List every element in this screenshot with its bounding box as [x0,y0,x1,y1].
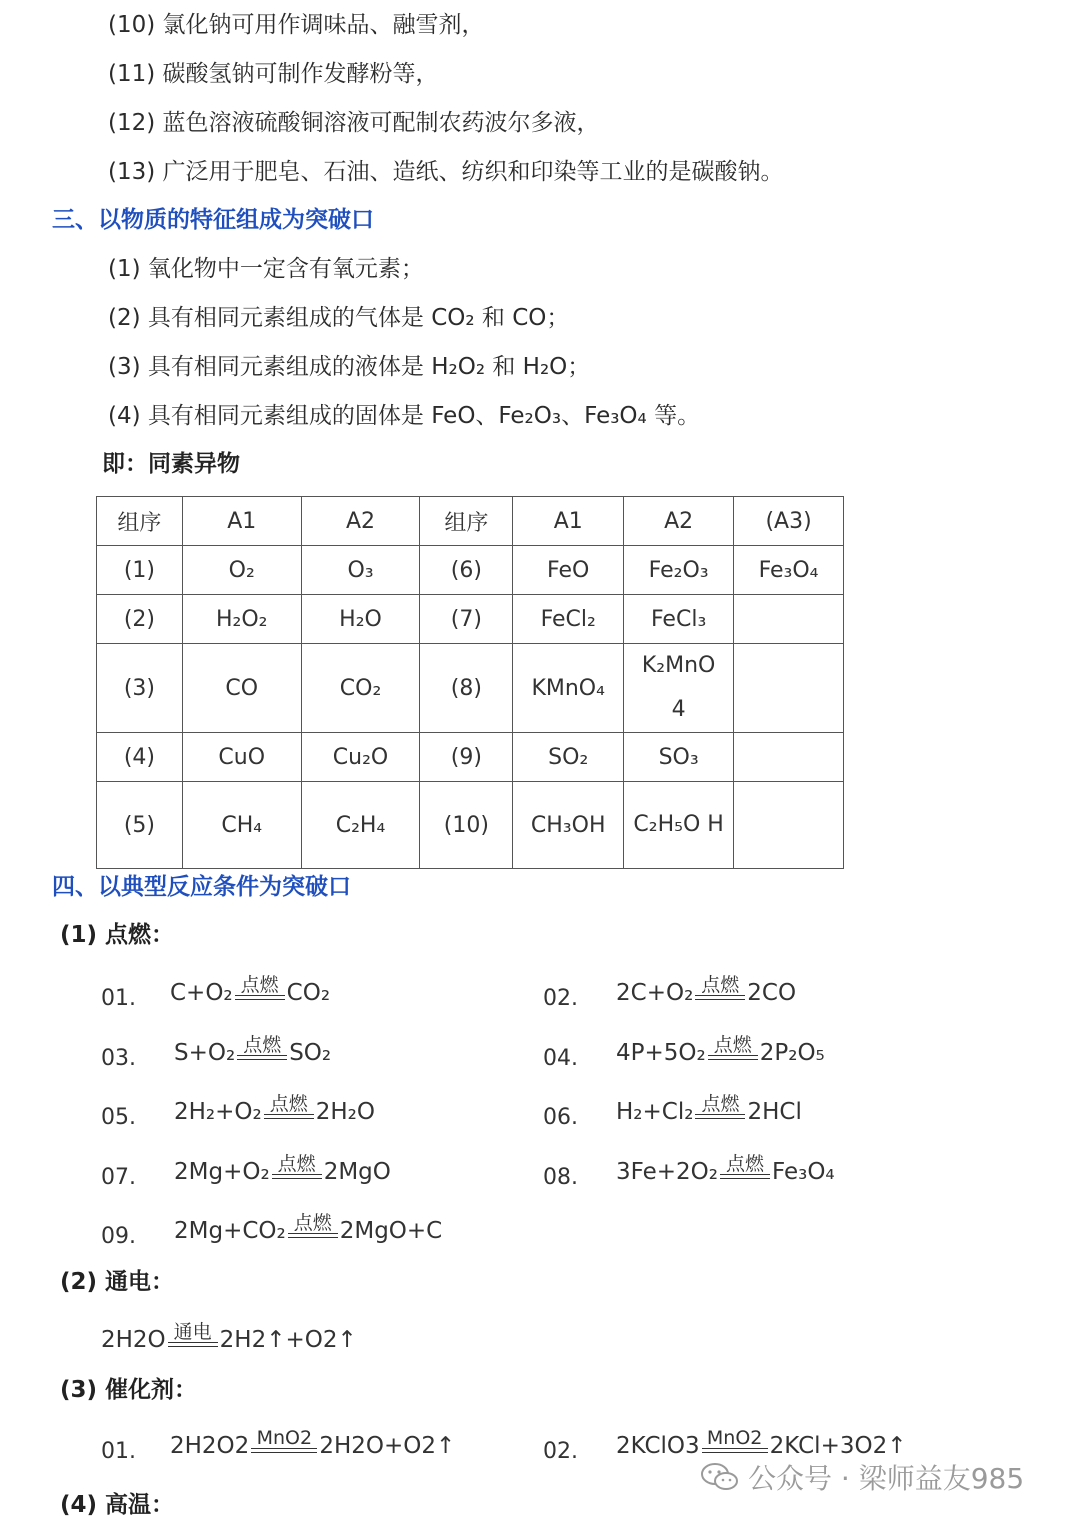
table-cell: (3) [97,644,183,733]
table-cell: (7) [420,595,513,644]
table-header-cell: A2 [624,497,734,546]
equals-sign [235,995,285,1000]
table-cell: (10) [420,782,513,869]
table-row [97,782,844,869]
condition-text: 点燃 [240,974,279,996]
use-item-12: (12) 蓝色溶液硫酸铜溶液可配制农药波尔多液， [108,110,600,136]
equals-sign [288,1233,338,1238]
condition-text: 点燃 [713,1034,752,1056]
table-header-cell: 组序 [420,497,513,546]
eq-number: 02. [543,986,578,1011]
table-cell: CH₃OH [513,782,624,869]
condition-text: 点燃 [725,1153,764,1175]
table-cell: CO [182,644,301,733]
table-cell: SO₃ [624,733,734,782]
reaction-condition [251,1428,317,1453]
reaction-condition [720,1154,770,1179]
equation [170,1427,456,1459]
eq-number: 05. [101,1105,136,1130]
use-item-10: (10) 氯化钠可用作调味品、融雪剂， [108,12,485,38]
eq-reactants: 3Fe+2O₂ [616,1159,718,1185]
table-cell: FeCl₂ [513,595,624,644]
eq-products: 2CO [747,980,797,1006]
subsection-electrolysis: (2) 通电： [60,1269,175,1295]
eq-products: CO₂ [286,980,331,1006]
table-header-cell: A1 [182,497,301,546]
condition-text: 通电 [173,1321,212,1343]
table-cell: Fe₃O₄ [734,546,844,595]
eq-products: 2H₂O [315,1099,376,1125]
eq-reactants: C+O₂ [170,980,233,1006]
equals-sign [708,1055,758,1060]
condition-text: 点燃 [701,974,740,996]
table-cell: FeCl₃ [624,595,734,644]
eq-number: 08. [543,1165,578,1190]
table-row [97,546,844,595]
table-cell: CO₂ [301,644,420,733]
table-cell: CuO [182,733,301,782]
use-item-11: (11) 碳酸氢钠可制作发酵粉等， [108,61,439,87]
table-cell [624,644,734,733]
equals-sign [168,1342,218,1347]
reaction-condition [168,1322,218,1347]
subsection-high-temp: (4) 高温： [60,1492,175,1518]
table-header-row [97,497,844,546]
table-header-cell: A1 [513,497,624,546]
table-row [97,595,844,644]
equals-sign [264,1114,314,1119]
eq-reactants: S+O₂ [174,1040,236,1066]
eq-reactants: 2H2O [101,1327,166,1353]
table-cell: SO₂ [513,733,624,782]
equation [616,1093,802,1125]
eq-number: 03. [101,1046,136,1071]
table-cell: H₂O [301,595,420,644]
section3-item-3: (3) 具有相同元素组成的液体是 H₂O₂ 和 H₂O； [108,354,591,380]
eq-products: 2P₂O₅ [759,1040,825,1066]
table-cell: (4) [97,733,183,782]
eq-products: SO₂ [289,1040,332,1066]
equals-sign [720,1174,770,1179]
reaction-condition [237,1035,287,1060]
table-caption: 即：同素异物 [102,451,240,477]
table-cell: Fe₂O₃ [624,546,734,595]
eq-number: 07. [101,1165,136,1190]
condition-text: 点燃 [277,1153,316,1175]
eq-products: 2KCl+3O2↑ [769,1433,907,1459]
table-cell [624,782,734,869]
table-cell: O₃ [301,546,420,595]
reaction-condition [708,1035,758,1060]
table-cell: (1) [97,546,183,595]
equation [616,1427,907,1459]
table-cell: (8) [420,644,513,733]
equals-sign [695,995,745,1000]
reaction-condition [695,1094,745,1119]
use-item-13: (13) 广泛用于肥皂、石油、造纸、纺织和印染等工业的是碳酸钠。 [108,159,784,185]
table-cell: Cu₂O [301,733,420,782]
wechat-icon [700,1462,740,1492]
section4-heading: 四、以典型反应条件为突破口 [52,874,351,900]
equation [616,974,797,1006]
subsection-ignite: (1) 点燃： [60,922,175,948]
condition-text: MnO2 [256,1427,313,1449]
allotrope-table [96,496,844,869]
eq-number: 01. [101,1439,136,1464]
table-cell: CH₄ [182,782,301,869]
reaction-condition [288,1213,338,1238]
table-cell: (5) [97,782,183,869]
section3-item-1: (1) 氧化物中一定含有氧元素； [108,256,424,282]
table-cell: FeO [513,546,624,595]
condition-text: 点燃 [269,1093,308,1115]
condition-text: 点燃 [243,1034,282,1056]
reaction-condition [695,975,745,1000]
condition-text: MnO2 [706,1427,763,1449]
section3-item-4: (4) 具有相同元素组成的固体是 FeO、Fe₂O₃、Fe₃O₄ 等。 [108,403,701,429]
table-cell-text: C₂H₅O H [633,812,724,837]
reaction-condition [272,1154,322,1179]
eq-reactants: 4P+5O₂ [616,1040,706,1066]
equals-sign [695,1114,745,1119]
eq-reactants: 2KClO3 [616,1433,700,1459]
table-cell: (6) [420,546,513,595]
eq-number: 01. [101,986,136,1011]
eq-products: Fe₃O₄ [771,1159,835,1185]
eq-products: 2MgO [323,1159,391,1185]
table-cell: H₂O₂ [182,595,301,644]
equation [174,1212,443,1244]
eq-products: 2HCl [747,1099,802,1125]
eq-number: 02. [543,1439,578,1464]
equation [174,1034,332,1066]
equals-sign [272,1174,322,1179]
condition-text: 点燃 [293,1212,332,1234]
table-header-cell: A2 [301,497,420,546]
eq-reactants: H₂+Cl₂ [616,1099,694,1125]
eq-number: 09. [101,1224,136,1249]
eq-reactants: 2H2O2 [170,1433,250,1459]
reaction-condition [702,1428,768,1453]
table-cell: KMnO₄ [513,644,624,733]
table-row [97,733,844,782]
table-cell [734,644,844,733]
eq-reactants: 2Mg+CO₂ [174,1218,286,1244]
equation [174,1093,376,1125]
equals-sign [702,1448,768,1453]
eq-products: 2H2↑+O2↑ [219,1327,357,1353]
equation [616,1153,835,1185]
condition-text: 点燃 [701,1093,740,1115]
watermark [700,1457,1024,1497]
table-row [97,644,844,733]
eq-reactants: 2Mg+O₂ [174,1159,270,1185]
equation [101,1321,357,1353]
eq-reactants: 2C+O₂ [616,980,694,1006]
reaction-condition [235,975,285,1000]
table-header-cell: 组序 [97,497,183,546]
table-cell: (2) [97,595,183,644]
subsection-catalyst: (3) 催化剂： [60,1377,198,1403]
eq-number: 06. [543,1105,578,1130]
equation [174,1153,391,1185]
reaction-condition [264,1094,314,1119]
table-header-cell: (A3) [734,497,844,546]
equation [170,974,331,1006]
equation [616,1034,825,1066]
eq-products: 2H2O+O2↑ [319,1433,456,1459]
watermark-text: 公众号 · 梁师益友985 [748,1462,1025,1495]
section3-item-2: (2) 具有相同元素组成的气体是 CO₂ 和 CO； [108,305,570,331]
eq-number: 04. [543,1046,578,1071]
equals-sign [251,1448,317,1453]
equals-sign [237,1055,287,1060]
table-cell [734,595,844,644]
table-cell: C₂H₄ [301,782,420,869]
table-cell [734,782,844,869]
section3-heading: 三、以物质的特征组成为突破口 [52,207,374,233]
table-cell-text: K₂MnO 4 [641,653,716,722]
table-cell: O₂ [182,546,301,595]
eq-products: 2MgO+C [339,1218,443,1244]
table-cell: (9) [420,733,513,782]
table-cell [734,733,844,782]
eq-reactants: 2H₂+O₂ [174,1099,262,1125]
